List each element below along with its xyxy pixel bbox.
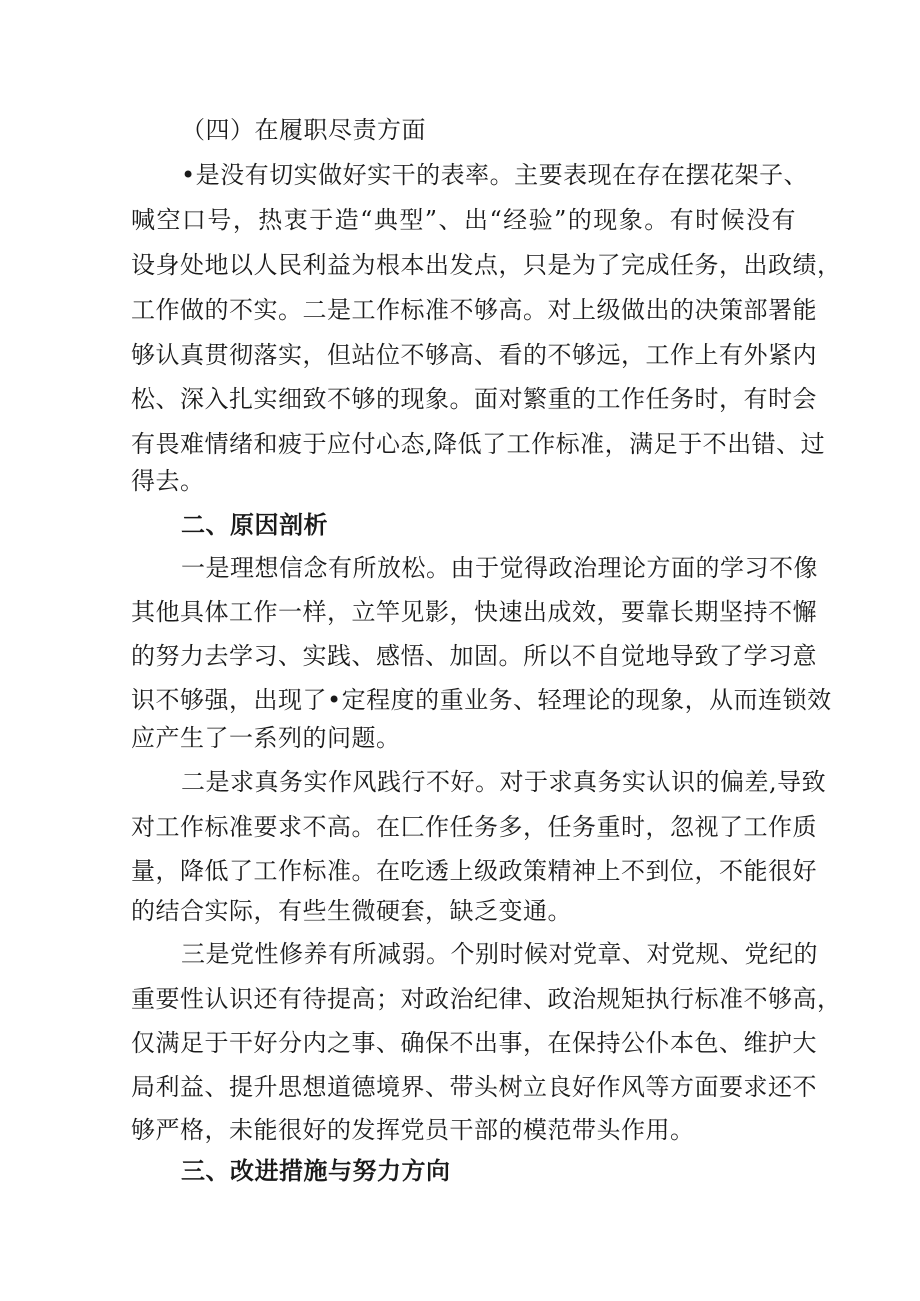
body-line: 二是求真务实作风践行不好。对于求真务实认识的偏差,导致: [181, 768, 827, 796]
body-line: 仅满足于干好分内之事、确保不出事，在保持公仆本色、维护大: [131, 1029, 817, 1057]
body-line: 一是理想信念有所放松。由于觉得政治理论方面的学习不像: [181, 554, 818, 582]
body-line: 对工作标准要求不高。在匚作任务多，任务重时，忽视了工作质: [131, 813, 817, 841]
section4-heading: （四）在履职尽责方面: [181, 116, 426, 144]
body-line: •是没有切实做好实干的表率。主要表现在存在摆花架子、: [181, 161, 809, 189]
body-line: 量，降低了工作标准。在吃透上级政策精神上不到位，不能很好: [131, 857, 817, 885]
body-line: 够严格，未能很好的发挥党员干部的模范带头作用。: [131, 1116, 695, 1144]
body-line: 松、深入扎实细致不够的现象。面对繁重的工作任务时，有时会: [131, 385, 817, 413]
body-line: 有畏难情绪和疲于应付心态,降低了工作标准，满足于不出错、过: [131, 430, 826, 458]
section-heading-3: 三、改进措施与努力方向: [181, 1156, 451, 1185]
body-line: 够认真贯彻落实，但站位不够高、看的不够远，工作上有外紧内: [131, 341, 817, 369]
body-line: 局利益、提升思想道德境界、带头树立良好作风等方面要求还不: [131, 1073, 817, 1101]
body-line: 的努力去学习、实践、感悟、加固。所以不自觉地导致了学习意: [131, 642, 817, 670]
body-line: 重要性认识还有待提高；对政治纪律、政治规矩执行标准不够高，: [131, 985, 842, 1013]
body-line: 设身处地以人民利益为根本出发点，只是为了完成任务，出政绩，: [131, 251, 842, 279]
section-heading-2: 二、原因剖析: [181, 510, 328, 539]
body-line: 识不够强，出现了•定程度的重业务、轻理论的现象，从而连锁效: [131, 686, 832, 714]
body-line: 应产生了一系列的问题。: [131, 724, 401, 752]
body-line: 得去。: [131, 467, 205, 495]
body-line: 其他具体工作一样，立竿见影，快速出成效，要靠长期坚持不懈: [131, 598, 817, 626]
body-line: 工作做的不实。二是工作标准不够高。对上级做出的决策部署能: [131, 296, 817, 324]
body-line: 三是党性修养有所减弱。个别时候对党章、对党规、党纪的: [181, 940, 818, 968]
body-line: 的结合实际，有些生微硬套，缺乏变通。: [131, 897, 572, 925]
body-line: 喊空口号，热衷于造“典型”、出“经验”的现象。有时候没有: [131, 206, 796, 234]
